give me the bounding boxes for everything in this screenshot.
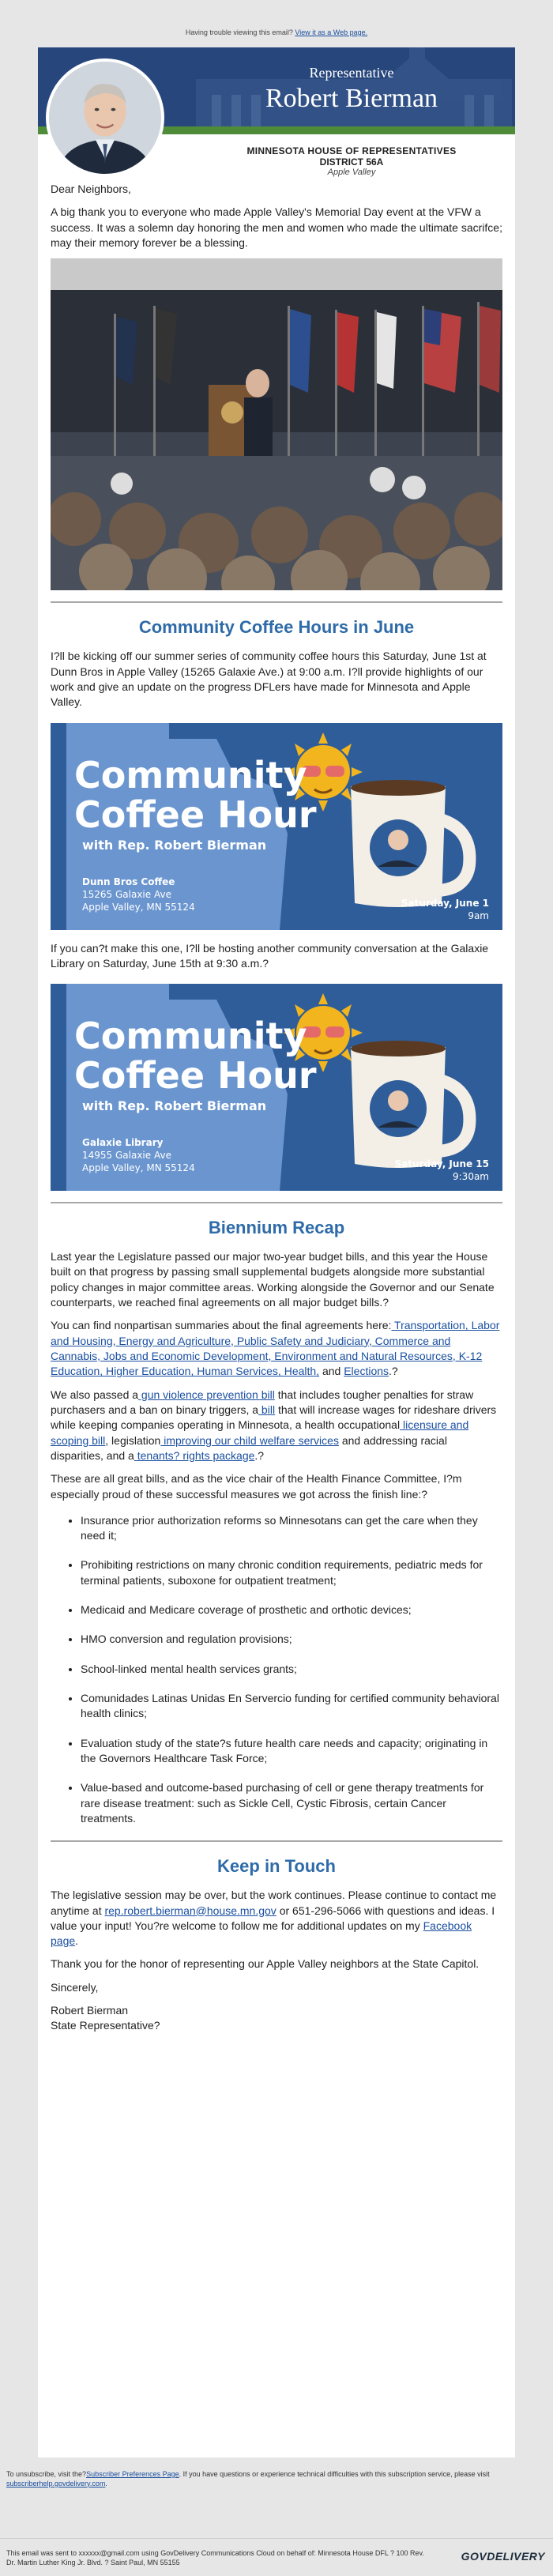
govdelivery-logo[interactable]: GOVDELIVERY — [461, 2550, 545, 2563]
flyer-with-rep: with Rep. Robert Bierman — [82, 837, 267, 853]
recap-p3-d: , legislation — [105, 1433, 161, 1447]
flyer-title-line-1: Community — [74, 753, 307, 797]
unsub-text-a: To unsubscribe, visit the? — [6, 2470, 87, 2478]
coffee-hour-flyer-june-1 — [51, 723, 502, 930]
unsub-text-c: . — [105, 2479, 107, 2487]
section-divider — [51, 1202, 502, 1203]
memorial-paragraph: A big thank you to everyone who made Apple Valley's Memorial Day event at the VFW a success. It was a solemn day honoring the men and women who made the ultimate sacrifce; may their memory forever be a blessing. — [51, 205, 502, 249]
list-item: • School-linked mental health services grants; — [81, 1662, 502, 1677]
keep-paragraph-2: Thank you for the honor of representing our Apple Valley neighbors at the State Capitol. — [51, 1957, 480, 1971]
recap-p3-e: and addressing racial disparities, and a — [51, 1433, 447, 1462]
rideshare-bill-link[interactable]: bill — [258, 1403, 276, 1416]
flyer-street: 14955 Galaxie Ave — [82, 1150, 171, 1162]
header-title: Representative — [309, 65, 394, 81]
flyer-time: 9am — [468, 910, 489, 921]
list-item: • Evaluation study of the state?s future health care needs and capacity; originating in the Governors Healthcare Task Force; — [81, 1736, 502, 1767]
list-item: • Prohibiting restrictions on many chronic condition requirements, pediatric meds for terminal patients, suboxone for outpatient treatment; — [81, 1557, 502, 1588]
header-district: DISTRICT 56A — [319, 156, 384, 168]
coffee-heading: Community Coffee Hours in June — [138, 617, 415, 638]
tenants-rights-link[interactable]: tenants? rights package — [134, 1448, 255, 1462]
facebook-link[interactable]: Facebook page — [51, 1919, 472, 1948]
coffee-paragraph-1: I?ll be kicking off our summer series of community coffee hours this Saturday, June 1st at Dunn Bros in Apple Valley (15265 Galaxie Ave.) at 9:00 a.m. I?ll provide highlights of our work and give an update on the progress DFLers have made for Minnesota and Apple Valley. — [51, 650, 487, 709]
memorial-day-photo — [51, 258, 502, 590]
keep-p1-c: . — [75, 1934, 79, 1948]
keep-p1-b: or 651-296-5066 with questions and ideas. I value your input! You?re welcome to follow me for additional updates on my — [51, 1904, 495, 1932]
top-note — [0, 0, 553, 47]
elections-link[interactable]: Elections — [344, 1365, 389, 1378]
sender-info: This email was sent to xxxxxx@gmail.com using GovDelivery Communications Cloud on behalf of: Minnesota House DFL ? 100 Rev. Dr. Martin Luther King Jr. Blvd. ? Saint Paul, MN 55155 — [6, 2549, 424, 2567]
keep-in-touch-heading: Keep in Touch — [217, 1856, 336, 1877]
flyer-with-rep: with Rep. Robert Bierman — [82, 1098, 267, 1114]
list-item: • Insurance prior authorization reforms so Minnesotans can get the care when they need it; — [81, 1513, 502, 1544]
footer-divider — [0, 2538, 553, 2539]
signature — [51, 2003, 502, 2034]
flyer-time: 9:30am — [453, 1171, 489, 1183]
flyer-venue: Dunn Bros Coffee — [82, 876, 175, 887]
recap-p2-end: .? — [389, 1365, 398, 1378]
email-card — [38, 47, 515, 2457]
section-divider — [51, 601, 502, 603]
recap-p3-c: that will increase wages for rideshare drivers while keeping companies operating in Minnesota, a health occupational — [51, 1403, 497, 1432]
recap-p3-f: .? — [254, 1448, 265, 1462]
recap-p3-a: We also passed a — [51, 1388, 139, 1401]
coffee-hour-flyer-june-15 — [51, 984, 502, 1191]
signature-title: State Representative? — [51, 2019, 160, 2032]
flyer-date: Saturday, June 15 — [394, 1158, 489, 1170]
gun-violence-bill-link[interactable]: gun violence prevention bill — [138, 1388, 275, 1401]
flyer-title-line-2: Coffee Hour — [74, 1054, 317, 1098]
flyer-city: Apple Valley, MN 55124 — [82, 1162, 195, 1174]
top-note-text: Having trouble viewing this email? — [185, 28, 295, 36]
health-measures-list — [51, 1513, 502, 1826]
keep-p1-a: The legislative session may be over, but the work continues. Please continue to contact me anytime at — [51, 1889, 497, 1917]
flyer-city: Apple Valley, MN 55124 — [82, 901, 195, 913]
email-link[interactable]: rep.robert.bierman@house.mn.gov — [104, 1904, 276, 1917]
licensure-bill-link[interactable]: licensure and scoping bill — [51, 1418, 469, 1447]
list-item: • HMO conversion and regulation provisions; — [81, 1632, 502, 1647]
recap-paragraph-2 — [51, 1318, 502, 1379]
recap-p2-text: You can find nonpartisan summaries about the final agreements here: — [51, 1319, 392, 1332]
flyer-venue: Galaxie Library — [82, 1137, 164, 1149]
list-item: • Medicaid and Medicare coverage of prosthetic and orthotic devices; — [81, 1602, 502, 1618]
web-page-link[interactable]: View it as a Web page. — [295, 28, 368, 36]
budget-summaries-link[interactable]: Transportation, Labor and Housing, Energy and Agriculture, Public Safety and Judiciary, Commerce and Cannabis, Jobs and Economic Development, Environment and Natural Resources, K-12 Education, Higher Education, Human Services, Health, — [51, 1319, 500, 1378]
recap-paragraph-1: Last year the Legislature passed our major two-year budget bills, and this year the House built on that progress by passing small supplemental budgets alongside more substantial policy changes in major committee areas. Working alongside the Governor and our Senate counterparts, we reached final agreements on all major budget bills.? — [51, 1250, 495, 1309]
coffee-paragraph-2: If you can?t make this one, I?ll be hosting another community conversation at the Galaxie Library on Saturday, June 15th at 9:30 a.m.? — [51, 941, 489, 970]
signature-name: Robert Bierman — [51, 2004, 129, 2017]
sender-footer — [0, 2549, 553, 2567]
sign-off: Sincerely, — [51, 1980, 99, 1994]
flyer-street: 15265 Galaxie Ave — [82, 888, 171, 900]
greeting: Dear Neighbors, — [51, 183, 131, 195]
recap-p3-b: that includes tougher penalties for straw purchasers and a ban on binary triggers, a — [51, 1388, 474, 1416]
child-welfare-link[interactable]: improving our child welfare services — [160, 1433, 339, 1447]
flyer-title-line-1: Community — [74, 1015, 307, 1058]
subscriber-help-link[interactable]: subscriberhelp.govdelivery.com — [6, 2479, 106, 2487]
flyer-title-line-2: Coffee Hour — [74, 793, 317, 836]
recap-heading: Biennium Recap — [208, 1218, 345, 1238]
list-item: • Comunidades Latinas Unidas En Servercio funding for certified community behavioral health clinics; — [81, 1691, 502, 1722]
recap-paragraph-4: These are all great bills, and as the vice chair of the Health Finance Committee, I?m especially proud of these successful measures we got across the finish line:? — [51, 1472, 462, 1501]
list-item: • Value-based and outcome-based purchasing of cell or gene therapy treatments for rare disease treatment: such as Sickle Cell, Cystic Fibrosis, certain Cancer treatments. — [81, 1780, 502, 1826]
unsubscribe-footer — [0, 2470, 553, 2488]
flyer-date: Saturday, June 1 — [401, 897, 489, 909]
email-body — [38, 182, 515, 2034]
header-org: MINNESOTA HOUSE OF REPRESENTATIVES — [246, 145, 457, 156]
subscriber-preferences-link[interactable]: Subscriber Preferences Page — [86, 2470, 179, 2478]
header-name: Robert Bierman — [265, 84, 438, 113]
keep-paragraph-1 — [51, 1888, 502, 1949]
section-divider — [51, 1840, 502, 1842]
unsub-text-b: . If you have questions or experience technical difficulties with this subscription service, please visit — [179, 2470, 490, 2478]
representative-portrait — [46, 58, 164, 177]
recap-paragraph-3 — [51, 1388, 502, 1464]
header-city: Apple Valley — [327, 168, 376, 177]
recap-p2-and: and — [319, 1365, 344, 1378]
